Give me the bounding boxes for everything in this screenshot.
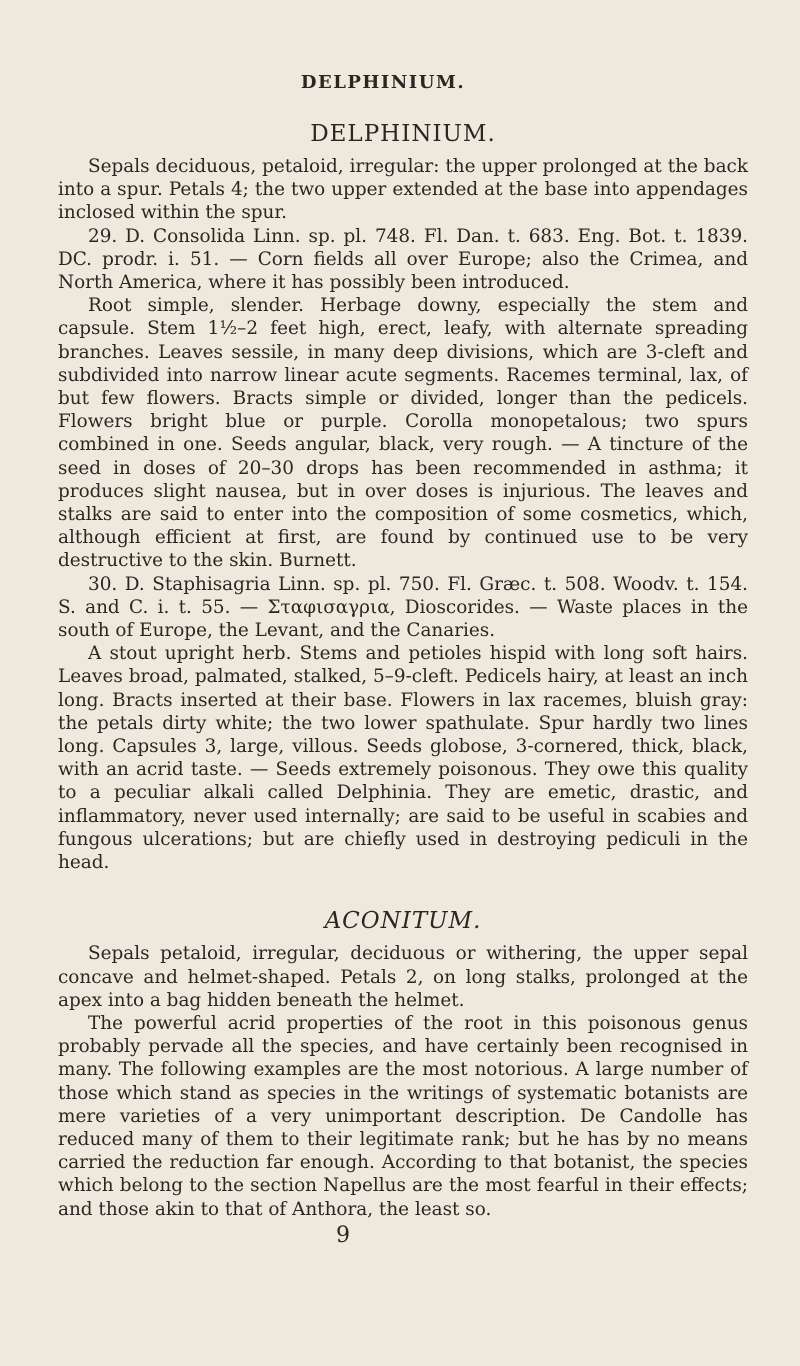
section-delphinium xyxy=(58,121,748,874)
genus-properties-paragraph: The powerful acrid properties of the root in this poisonous genus probably pervade all the species, and have certainly been recognised in many. The following examples are the most notorious. A large number of those which stand as species in the writings of systematic botanists are mere varieties of a very unimportant description. De Candolle has reduced many of them to their legitimate rank; but he has by no means carried the reduction far enough. According to that botanist, the species which belong to the section Napellus are the most fearful in their effects; and those akin to that of Anthora, the least so. xyxy=(58,1012,748,1220)
species-consolida-description: Root simple, slender. Herbage downy, especially the stem and capsule. Stem 1½–2 feet high, erect, leafy, with alternate spreading branches. Leaves sessile, in many deep divisions, which are 3-cleft and subdivided into narrow linear acute segments. Racemes terminal, lax, of but few flowers. Bracts simple or divided, longer than the pedicels. Flowers bright blue or purple. Corolla monopetalous; two spurs combined in one. Seeds angular, black, very rough. — A tincture of the seed in doses of 20–30 drops has been recommended in asthma; it produces slight nausea, but in over doses is injurious. The leaves and stalks are said to enter into the composition of some cosmetics, which, although efficient at first, are found by continued use to be very destructive to the skin. Burnett. xyxy=(58,295,748,572)
genus-description-paragraph: Sepals petaloid, irregular, deciduous or withering, the upper sepal concave and helmet-shaped. Petals 2, on long stalks, prolonged at the apex into a bag hidden beneath the helmet. xyxy=(58,943,748,1011)
section-title-aconitum: ACONITUM. xyxy=(324,908,482,935)
species-staphisagria-description: A stout upright herb. Stems and petioles hispid with long soft hairs. Leaves broad, palmated, stalked, 5–9-cleft. Pedicels hairy, at least an inch long. Bracts inserted at their base. Flowers in lax racemes, bluish gray: the petals dirty white; the two lower spathulate. Spur hardly two lines long. Capsules 3, large, villous. Seeds globose, 3-cornered, thick, black, with an acrid taste. — Seeds extremely poisonous. They owe this quality to a peculiar alkali called Delphinia. They are emetic, drastic, and inflammatory, never used internally; are said to be useful in scabies and fungous ulcerations; but are chiefly used in destroying pediculi in the head. xyxy=(58,643,748,874)
section-title-delphinium: DELPHINIUM. xyxy=(310,121,496,147)
running-head: DELPHINIUM. xyxy=(300,72,466,93)
section-aconitum xyxy=(58,908,748,1220)
page-number: 9 xyxy=(336,1222,350,1248)
species-consolida-citation: 29. D. Consolida Linn. sp. pl. 748. Fl. Dan. t. 683. Eng. Bot. t. 1839. DC. prodr. i. 51. — Corn fields all over Europe; also the Crimea, and North America, where it has possibly been introduced. xyxy=(58,225,748,294)
species-staphisagria-citation: 30. D. Staphisagria Linn. sp. pl. 750. Fl. Græc. t. 508. Woodv. t. 154. S. and C. i. t. 55. — Σταφισαγρια, Dioscorides. — Waste places in the south of Europe, the Levant, and the Canaries. xyxy=(58,573,748,642)
genus-description-paragraph: Sepals deciduous, petaloid, irregular: the upper prolonged at the back into a spur. Petals 4; the two upper extended at the base into appendages inclosed within the spur. xyxy=(58,156,748,224)
